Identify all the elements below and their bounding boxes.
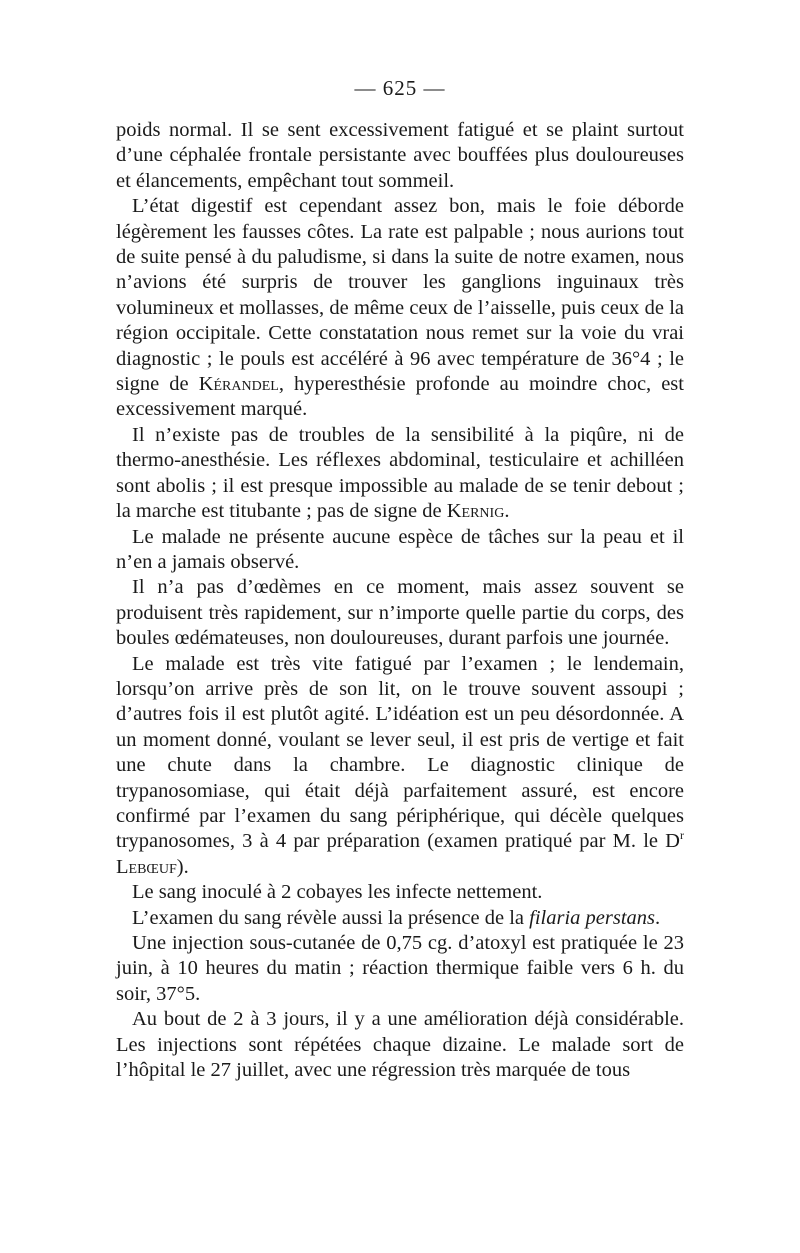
paragraph: Le malade ne présente aucune espèce de tâches sur la peau et il n’en a jamais observé. <box>116 525 684 573</box>
paragraph: Il n’existe pas de troubles de la sensibilité à la piqûre, ni de thermo-anesthésie. Les réflexes abdominal, testiculaire et achilléen sont abolis ; il est presque impossible au malade de se tenir debout ; la marche est titubante ; pas de signe de Kernig. <box>116 423 684 523</box>
author-name: Kérandel <box>198 373 279 396</box>
paragraph: L’état digestif est cependant assez bon, mais le foie déborde légèrement les fausses côtes. La rate est palpable ; nous aurions tout de suite pensé à du paludisme, si dans la suite de notre examen, nous n’avions été surpris de trouver les ganglions inguinaux très volumineux et mollasses, de même ceux de l’aisselle, puis ceux de la région occipitale. Cette constatation nous remet sur la voie du vrai diagnostic ; le pouls est accéléré à 96 avec température de 36°4 ; le signe de Kérandel, hyperesthésie profonde au moindre choc, est excessivement marqué. <box>116 195 684 421</box>
paragraph: Le sang inoculé à 2 cobayes les infecte nettement. <box>132 881 543 904</box>
paragraph: poids normal. Il se sent excessivement fatigué et se plaint surtout d’une céphalée frontale persistante avec bouffées plus douloureuses et élancements, empêchant tout sommeil. <box>116 119 684 192</box>
paragraph: Il n’a pas d’œdèmes en ce moment, mais assez souvent se produisent très rapidement, sur n’importe quelle partie du corps, des boules œdémateuses, non douloureuses, durant parfois une journée. <box>116 576 684 650</box>
paragraph: Une injection sous-cutanée de 0,75 cg. d’atoxyl est pratiquée le 23 juin, à 10 heures du matin ; réaction thermique faible vers 6 h. du soir, 37°5. <box>116 932 684 1005</box>
author-name: Lebœuf <box>116 855 177 878</box>
author-name: Kernig <box>446 500 505 523</box>
paragraph: Au bout de 2 à 3 jours, il y a une amélioration déjà considérable. Les injections sont répétées chaque dizaine. Le malade sort de l’hôpital le 27 juillet, avec une régression très marquée de tous <box>116 1008 684 1082</box>
paragraph: Le malade est très vite fatigué par l’examen ; le lendemain, lorsqu’on arrive près de son lit, on le trouve souvent assoupi ; d’autres fois il est plutôt agité. L’idéation est un peu désordonnée. A un moment donné, voulant se lever seul, il est pris de vertige et fait une chute dans la chambre. Le diagnostic clinique de trypanosomiase, qui était déjà parfaitement assuré, est encore confirmé par l’examen du sang périphérique, qui décèle quelques trypanosomes, 3 à 4 par préparation (examen pratiqué par M. le $D^r$ Lebœuf). <box>116 652 684 878</box>
paragraph: L’examen du sang révèle aussi la présence de la filaria perstans. <box>132 906 661 929</box>
page-number: — 625 — <box>354 76 446 100</box>
body-text <box>116 118 684 1083</box>
italic-term: filaria perstans <box>529 906 655 929</box>
